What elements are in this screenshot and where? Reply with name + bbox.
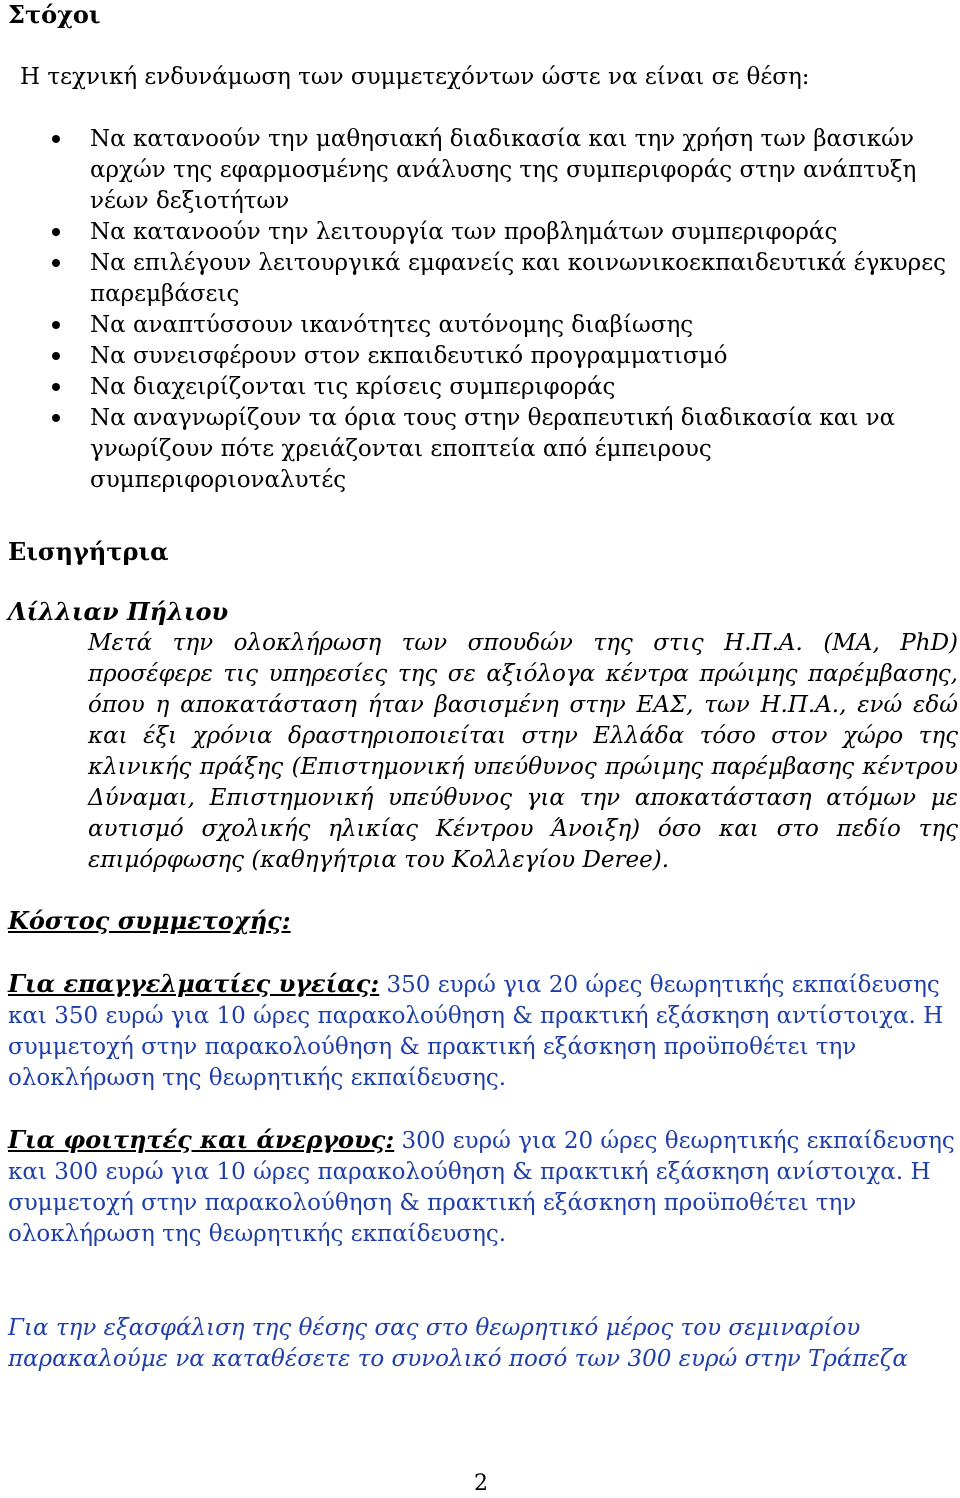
list-item: Να διαχειρίζονται τις κρίσεις συμπεριφοράς — [8, 372, 948, 403]
bullet-icon — [52, 383, 60, 391]
cost-professionals-label: Για επαγγελματίες υγείας: — [8, 969, 380, 998]
cost-heading: Κόστος συμμετοχής: — [8, 906, 291, 935]
speaker-bio-text: Μετά την ολοκλήρωση των σπουδών της στις Η.Π.Α. (MA, PhD) προσέφερε τις υπηρεσίες της σε αξιόλογα κέντρα πρώιμης παρέμβασης, όπου η αποκατάσταση ήταν βασισμένη στην ΕΑΣ, των Η.Π.Α., ενώ εδώ και έξι χρόνια δραστηριοποιείται στην Ελλάδα τόσο στον χώρο της κλινικής πράξης (Επιστημονική υπεύθυνος πρώιμης παρέμβασης κέντρου Δύναμαι, Επιστημονική υπεύθυνος για την αποκατάσταση ατόμων με αυτισμό σχολικής ηλικίας Κέντρου Άνοιξη) όσο και στο πεδίο της επιμόρφωσης (καθηγήτρια του Κολλεγίου Deree). — [88, 630, 958, 873]
list-item: Να αναγνωρίζουν τα όρια τους στην θεραπευτική διαδικασία και να γνωρίζουν πότε χρειάζονται εποπτεία από έμπειρους συμπεριφοριοναλυτές — [8, 403, 948, 496]
speaker-name: Λίλλιαν Πήλιου — [8, 597, 229, 626]
bullet-icon — [52, 228, 60, 236]
bullet-icon — [52, 135, 60, 143]
list-item: Να επιλέγουν λειτουργικά εμφανείς και κοινωνικοεκπαιδευτικά έγκυρες παρεμβάσεις — [8, 248, 948, 310]
list-item: Να κατανοούν την λειτουργία των προβλημάτων συμπεριφοράς — [8, 217, 948, 248]
cost-students — [8, 1124, 958, 1250]
bullet-icon — [52, 259, 60, 267]
page-number: 2 — [474, 1471, 488, 1496]
objectives-heading: Στόχοι — [8, 0, 101, 29]
payment-note: Για την εξασφάλιση της θέσης σας στο θεωρητικό μέρος του σεμιναρίου παρακαλούμε να καταθέσετε το συνολικό ποσό των 300 ευρώ στην Τράπεζα — [8, 1315, 908, 1372]
objectives-intro: Η τεχνική ενδυνάμωση των συμμετεχόντων ώστε να είναι σε θέση: — [20, 64, 810, 90]
cost-students-text: 300 ευρώ για 20 ώρες θεωρητικής εκπαίδευσης και 300 ευρώ για 10 ώρες παρακολούθηση & πρακτική εξάσκηση ανίστοιχα. Η συμμετοχή στην παρακολούθηση & πρακτική εξάσκηση προϋποθέτει την ολοκλήρωση της θεωρητικής εκπαίδευσης. — [8, 1128, 955, 1247]
speaker-heading: Εισηγήτρια — [8, 537, 169, 566]
cost-professionals — [8, 968, 958, 1094]
bullet-icon — [52, 414, 60, 422]
cost-professionals-text: 350 ευρώ για 20 ώρες θεωρητικής εκπαίδευσης και 350 ευρώ για 10 ώρες παρακολούθηση & πρακτική εξάσκηση αντίστοιχα. Η συμμετοχή στην παρακολούθηση & πρακτική εξάσκηση προϋποθέτει την ολοκλήρωση της θεωρητικής εκπαίδευσης. — [8, 972, 944, 1091]
objectives-list — [8, 124, 948, 496]
bullet-icon — [52, 352, 60, 360]
list-item: Να κατανοούν την μαθησιακή διαδικασία και την χρήση των βασικών αρχών της εφαρμοσμένης ανάλυσης της συμπεριφοράς στην ανάπτυξη νέων δεξιοτήτων — [8, 124, 948, 217]
cost-students-label: Για φοιτητές και άνεργους: — [8, 1125, 395, 1154]
speaker-bio — [8, 628, 958, 876]
list-item: Να αναπτύσσουν ικανότητες αυτόνομης διαβίωσης — [8, 310, 948, 341]
bullet-icon — [52, 321, 60, 329]
list-item: Να συνεισφέρουν στον εκπαιδευτικό προγραμματισμό — [8, 341, 948, 372]
